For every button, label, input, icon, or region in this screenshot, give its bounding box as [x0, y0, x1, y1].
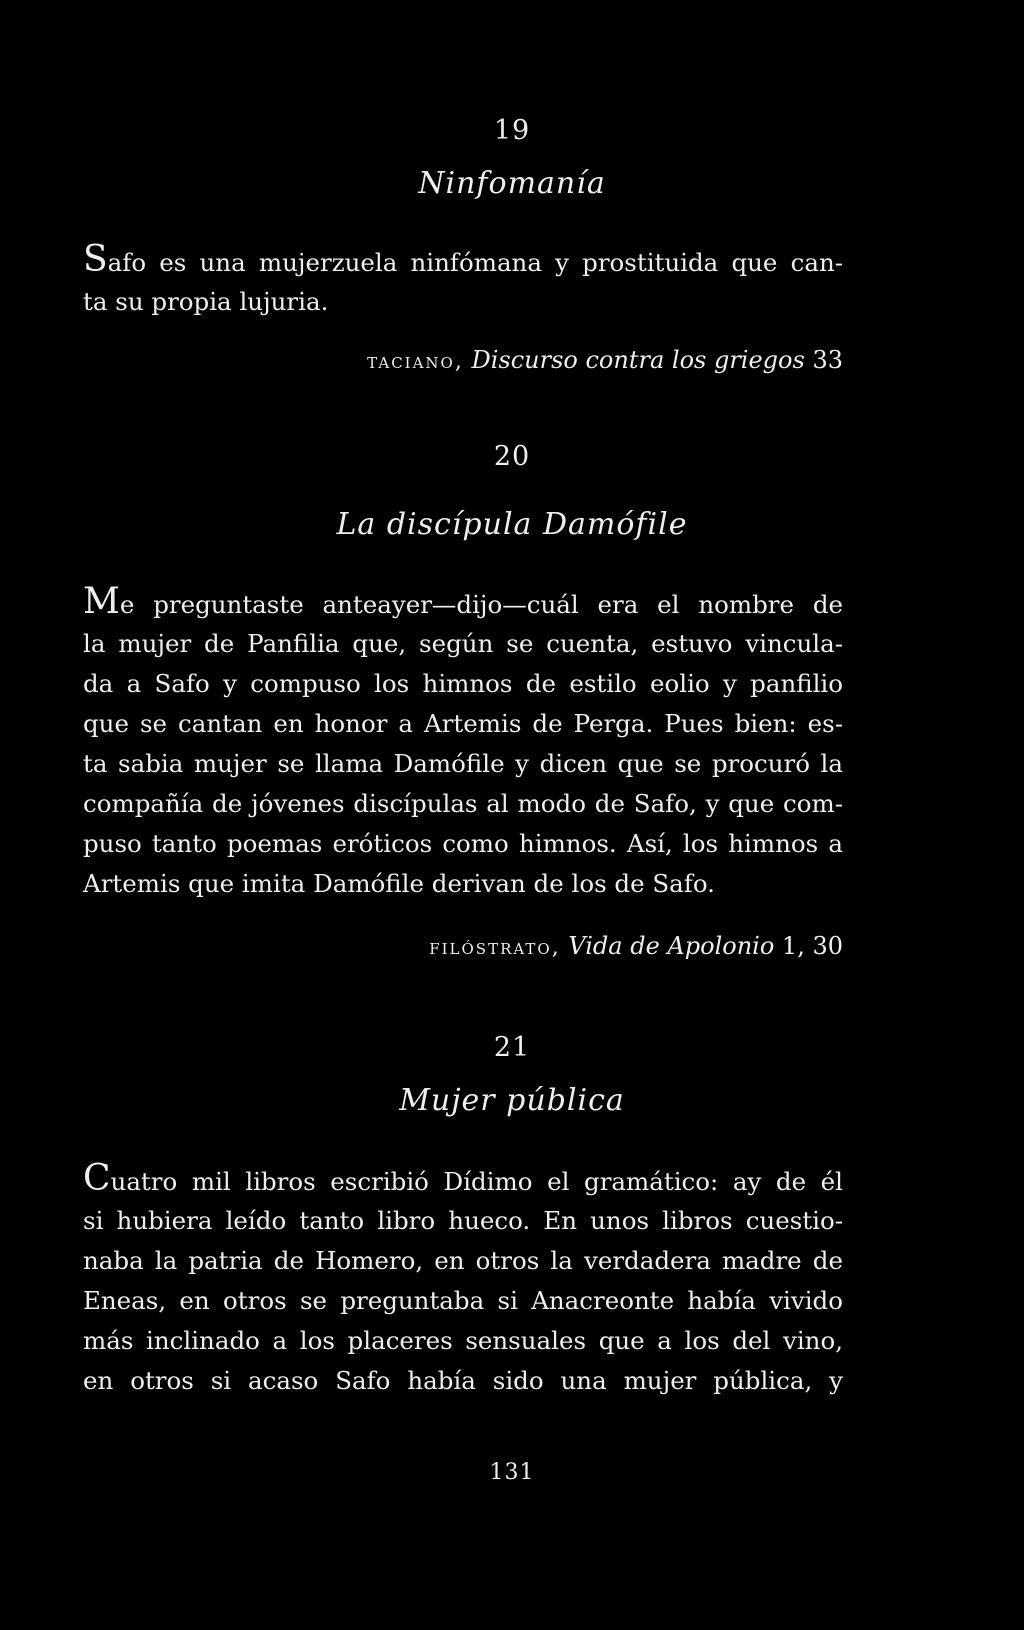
citation-ref: 1, 30 — [781, 932, 843, 960]
text-line: Me preguntaste anteayer—dijo—cuál era el nombre de — [83, 581, 843, 622]
text-line: puso tanto poemas eróticos como himnos. Así, los himnos a — [83, 829, 843, 858]
text-line: si hubiera leído tanto libro hueco. En unos libros cuestio- — [83, 1206, 843, 1235]
text-line: ta su propia lujuria. — [83, 287, 329, 316]
text-line: la mujer de Panfilia que, según se cuenta, estuvo vincula- — [83, 629, 843, 658]
section-number: 19 — [493, 115, 531, 146]
citation-author: filóstrato, — [429, 935, 561, 960]
citation-work: Discurso contra los griegos — [471, 346, 805, 374]
section-number: 20 — [493, 441, 531, 472]
section-number: 21 — [493, 1032, 531, 1063]
citation-author: taciano, — [367, 349, 464, 374]
citation — [367, 345, 843, 377]
text-line: naba la patria de Homero, en otros la verdadera madre de — [83, 1246, 843, 1275]
citation — [429, 931, 843, 963]
text-line: Eneas, en otros se preguntaba si Anacreonte había vivido — [83, 1286, 843, 1315]
text-line: en otros si acaso Safo había sido una mujer pública, y — [83, 1366, 843, 1395]
citation-ref: 33 — [812, 346, 843, 374]
text-line: compañía de jóvenes discípulas al modo de Safo, y que com- — [83, 789, 843, 818]
section-title: Ninfomanía — [418, 166, 606, 201]
text-line: ta sabia mujer se llama Damófile y dicen que se procuró la — [83, 749, 843, 778]
text-line: más inclinado a los placeres sensuales que a los del vino, — [83, 1326, 843, 1355]
paragraph — [83, 581, 843, 904]
drop-cap: S — [83, 239, 108, 280]
text-line: Safo es una mujerzuela ninfómana y prostituida que can- — [83, 239, 843, 280]
paragraph — [83, 239, 843, 322]
drop-cap: M — [83, 581, 120, 622]
section-title: La discípula Damófile — [336, 507, 688, 542]
page-number: 131 — [489, 1460, 535, 1485]
citation-work: Vida de Apolonio — [568, 932, 775, 960]
text-line: Cuatro mil libros escribió Dídimo el gramático: ay de él — [83, 1158, 843, 1199]
text-line: que se cantan en honor a Artemis de Perga. Pues bien: es- — [83, 709, 843, 738]
text-line: da a Safo y compuso los himnos de estilo eolio y panfilio — [83, 669, 843, 698]
text-line: Artemis que imita Damófile derivan de los de Safo. — [83, 869, 715, 898]
paragraph — [83, 1158, 843, 1401]
drop-cap: C — [83, 1158, 111, 1199]
section-title: Mujer pública — [399, 1083, 625, 1118]
